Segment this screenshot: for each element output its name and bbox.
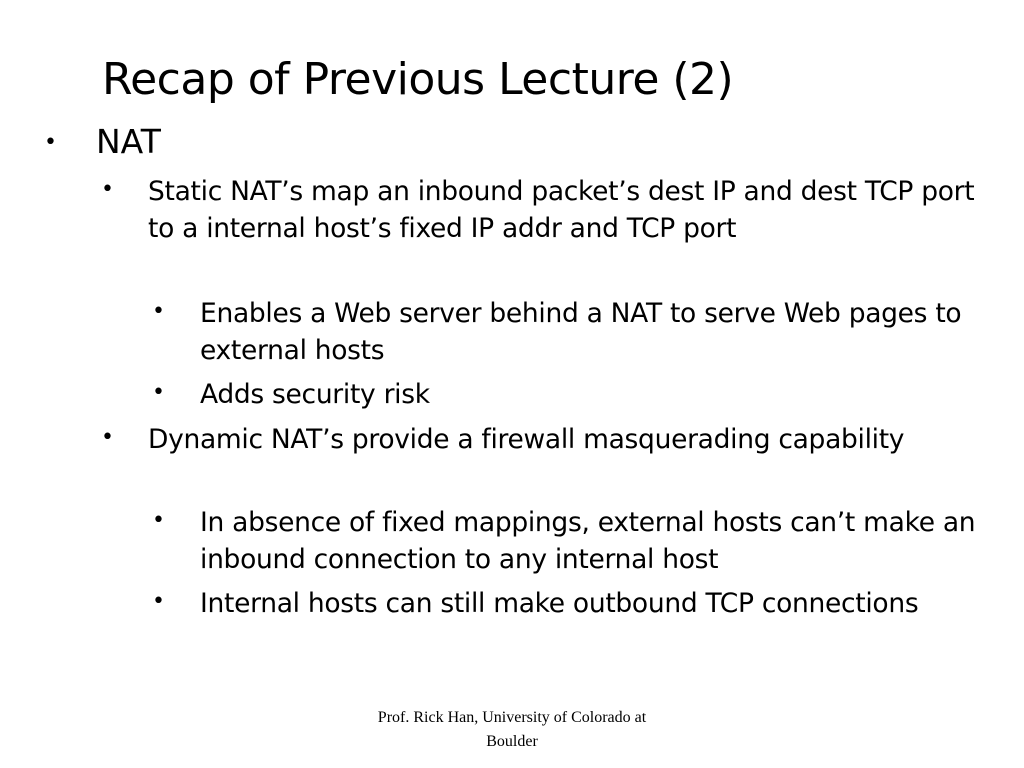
bullet-text: NAT bbox=[96, 122, 161, 161]
bullet-glyph: • bbox=[101, 425, 114, 450]
bullet-text: Enables a Web server behind a NAT to serve Web pages to external hosts bbox=[200, 298, 962, 366]
bullet-glyph: • bbox=[152, 299, 165, 324]
bullet-glyph: • bbox=[152, 508, 165, 533]
bullet-text: In absence of fixed mappings, external hosts can’t make an inbound connection to any internal host bbox=[200, 507, 976, 575]
bullet-glyph: • bbox=[101, 177, 114, 202]
bullet-glyph: • bbox=[152, 589, 165, 614]
bullet-text: Dynamic NAT’s provide a firewall masquerading capability bbox=[148, 424, 905, 455]
bullet-glyph: • bbox=[44, 130, 57, 155]
bullet-glyph: • bbox=[152, 380, 165, 405]
bullet-text: Internal hosts can still make outbound TCP connections bbox=[200, 588, 919, 619]
slide-footer: Prof. Rick Han, University of Colorado at Boulder bbox=[377, 709, 647, 750]
slide-title: Recap of Previous Lecture (2) bbox=[102, 54, 734, 105]
bullet-text: Adds security risk bbox=[200, 379, 430, 410]
bullet-text: Static NAT’s map an inbound packet’s dest IP and dest TCP port to a internal host’s fixed IP addr and TCP port bbox=[148, 176, 975, 244]
